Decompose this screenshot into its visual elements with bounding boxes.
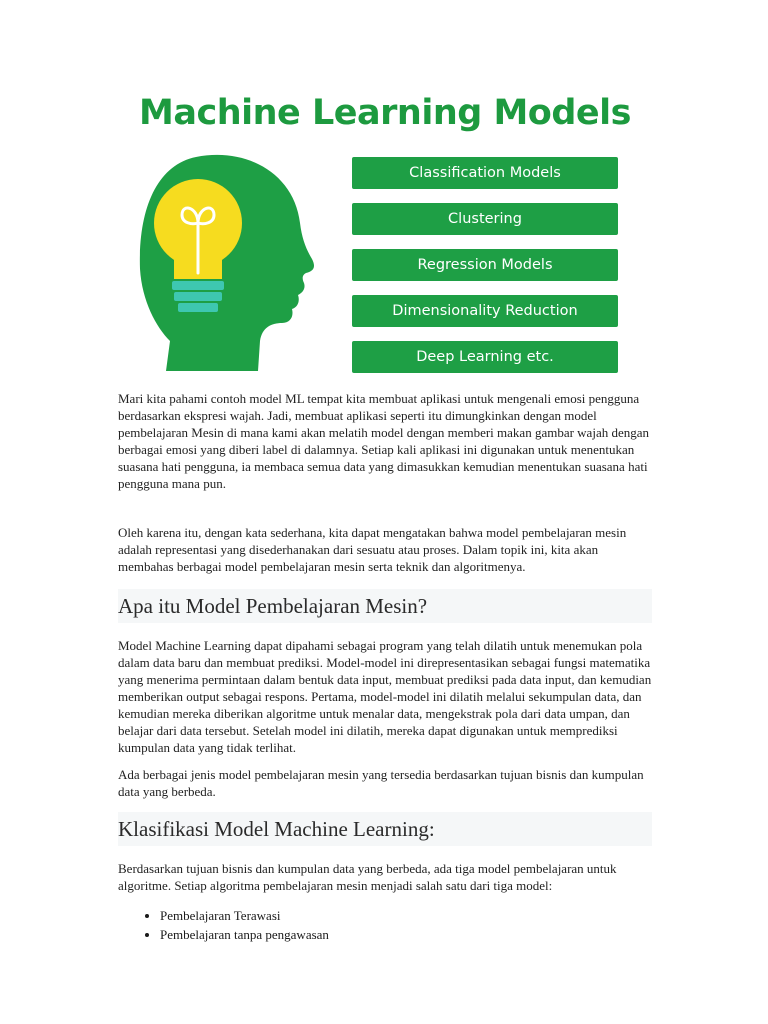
- section-heading-what-is-ml-model: Apa itu Model Pembelajaran Mesin?: [118, 589, 652, 623]
- bulb-base-2: [174, 292, 222, 301]
- banner-title: Machine Learning Models: [139, 93, 631, 133]
- section-2-paragraph-1: Berdasarkan tujuan bisnis dan kumpulan data yang berbeda, ada tiga model pembelajaran untuk algoritme. Setiap algoritma pembelajaran mesin menjadi salah satu dari tiga model:: [118, 861, 617, 893]
- intro-paragraph-1: Mari kita pahami contoh model ML tempat kita membuat aplikasi untuk mengenali emosi pengguna berdasarkan ekspresi wajah. Jadi, membuat aplikasi seperti itu dimungkinkan dengan model pembelajaran Mesin di mana kami akan melatih model dengan memberi makan gambar wajah dengan berbagai emosi yang diberi label di dalamnya. Setiap kali aplikasi ini digunakan untuk menentukan suasana hati pengguna, ia membaca semua data yang dimasukkan kemudian menentukan suasana hati pengguna mana pun.: [118, 391, 650, 491]
- intro-paragraph-2: Oleh karena itu, dengan kata sederhana, kita dapat mengatakan bahwa model pembelajaran mesin adalah representasi yang disederhanakan dari sesuatu atau proses. Dalam topik ini, kita akan membahas berbagai model pembelajaran mesin serta teknik dan algoritmenya.: [118, 525, 627, 574]
- learning-types-list: [118, 906, 652, 944]
- ml-models-banner: [118, 85, 652, 380]
- model-pill-regression: Regression Models: [352, 249, 618, 281]
- list-item: • Pembelajaran Terawasi: [160, 906, 652, 925]
- section-1-paragraph-2: Ada berbagai jenis model pembelajaran mesin yang tersedia berdasarkan tujuan bisnis dan kumpulan data yang berbeda.: [118, 767, 644, 799]
- article-content: [118, 390, 652, 944]
- section-heading-classification: Klasifikasi Model Machine Learning:: [118, 812, 652, 846]
- model-list: [352, 157, 618, 387]
- bulb-base-1: [172, 281, 224, 290]
- head-lightbulb-icon: [136, 151, 316, 373]
- section-1-paragraph-1: Model Machine Learning dapat dipahami sebagai program yang telah dilatih untuk menemukan pola dalam data baru dan membuat prediksi. Model-model ini direpresentasikan sebagai fungsi matematika yang menerima permintaan dalam bentuk data input, membuat prediksi pada data input, dan kemudian memberikan output sebagai respons. Pertama, model-model ini dilatih melalui sekumpulan data, dan kemudian mereka diberikan algoritme untuk menalar data, mengekstrak pola dari data umpan, dan belajar dari data tersebut. Setelah model ini dilatih, mereka dapat digunakan untuk memprediksi kumpulan data yang tidak terlihat.: [118, 638, 652, 755]
- model-pill-deep-learning: Deep Learning etc.: [352, 341, 618, 373]
- bulb-base-3: [178, 303, 218, 312]
- model-pill-clustering: Clustering: [352, 203, 618, 235]
- model-pill-dimensionality: Dimensionality Reduction: [352, 295, 618, 327]
- head-silhouette: [140, 155, 314, 371]
- list-item: • Pembelajaran tanpa pengawasan: [160, 925, 652, 944]
- model-pill-classification: Classification Models: [352, 157, 618, 189]
